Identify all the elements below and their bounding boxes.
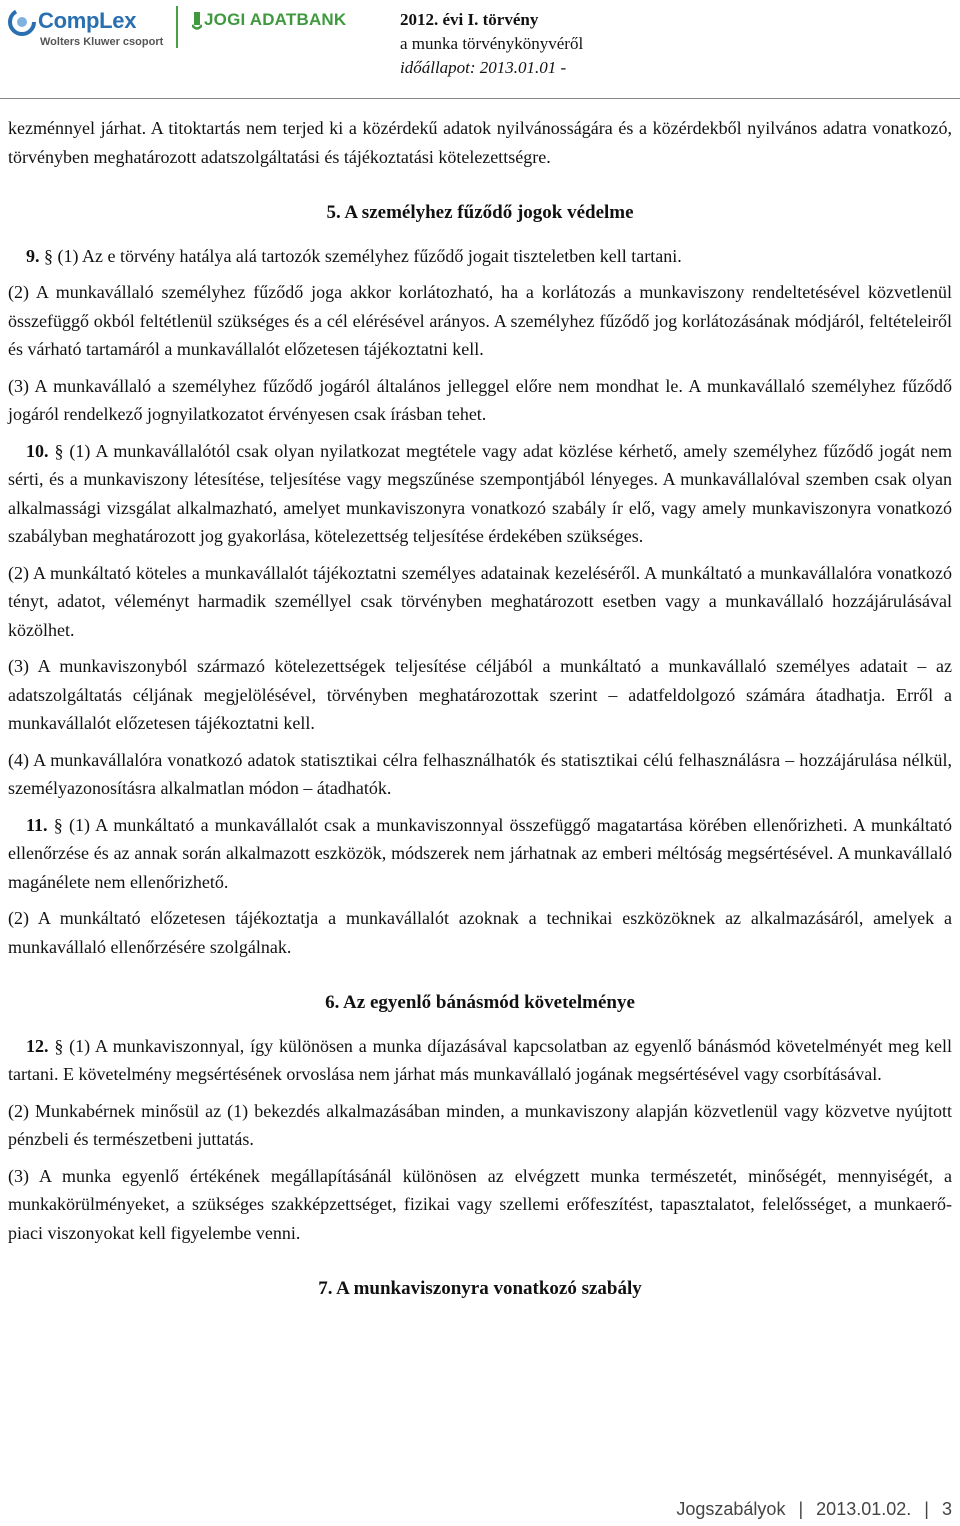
body-paragraph: (3) A munka egyenlő értékének megállapításánál különösen az elvégzett munka természetét, minőségét, mennyiségét, a munkakörülményeket, a szükséges szakképzettséget, fizikai vagy szellemi erőfeszítést, tapasztalatot, felelősséget, a munkaerő-piaci viszonyokat kell figyelembe venni. — [8, 1165, 952, 1243]
section-text: § (1) A munkavállalótól csak olyan nyilatkozat megtétele vagy adat közlése kérhető, amely személyhez fűződő jogát nem sérti, és a munkaviszony létesítése, teljesítése vagy megszűnése szempontjából lényeges. A munkavállalóval szemben csak olyan alkalmassági vizsgálat alkalmazható, amelyet munkaviszonyra vonatkozó szabály ír elő, vagy amely munkaviszonyra vonatkozó szabályban meghatározott jog gyakorlása, kötelezettség teljesítése érdekében szükséges. — [8, 440, 953, 546]
page-header — [0, 0, 960, 100]
section-text: § (1) Az e törvény hatálya alá tartozók személyhez fűződő jogait tiszteletben kell tartani. — [44, 245, 682, 266]
document-state: időállapot: 2013.01.01 - — [400, 58, 567, 77]
complex-swirl-icon — [8, 8, 36, 36]
body-paragraph: kezménnyel járhat. A titoktartás nem terjed ki a közérdekű adatok nyilvánosságára és a közérdekből nyilvános adatra vonatkozó, törvényben meghatározott adatszolgáltatási és tájékoztatási kötelezettségre. — [8, 118, 952, 167]
body-paragraph: (4) A munkavállalóra vonatkozó adatok statisztikai célra felhasználhatók és statisztikai célú felhasználásra – hozzájárulása nélkül, személyazonosításra alkalmatlan módon – átadhatók. — [8, 749, 952, 798]
section-number: 12. — [26, 1035, 49, 1056]
section-paragraph — [8, 242, 952, 271]
complex-brand-name: CompLex — [38, 8, 137, 33]
document-body — [8, 114, 952, 1318]
section-text: § (1) A munkáltató a munkavállalót csak a munkaviszonnyal összefüggő magatartása körében ellenőrizheti. A munkáltató ellenőrzése és az annak során alkalmazott eszközök, módszerek nem járhatnak az emberi méltóság megsértésével. A munkavállaló magánélete nem ellenőrizhető. — [8, 814, 953, 892]
section-paragraph — [8, 1032, 952, 1089]
page-number: 3 — [941, 1499, 952, 1519]
footer-label: Jogszabályok — [676, 1499, 786, 1519]
section-number: 9. — [26, 245, 40, 266]
page-footer — [676, 1499, 952, 1520]
header-divider — [176, 6, 178, 48]
section-heading: 5. A személyhez fűződő jogok védelme — [326, 202, 634, 223]
body-paragraph: (2) A munkáltató köteles a munkavállalót tájékoztatni személyes adatainak kezeléséről. A munkáltató a munkavállalóra vonatkozó tényt, adatot, véleményt harmadik személlyel csak törvényben meghatározott esetben vagy a munkavállaló hozzájárulásával közölhet. — [8, 562, 952, 640]
section-paragraph — [8, 811, 952, 897]
body-paragraph: (2) Munkabérnek minősül az (1) bekezdés alkalmazásában minden, a munkaviszony alapján közvetlenül vagy közvetve nyújtott pénzbeli és természetbeni juttatás. — [8, 1100, 952, 1149]
header-rule — [0, 98, 960, 99]
document-info — [400, 8, 583, 80]
section-number: 10. — [26, 440, 49, 461]
body-paragraph: (2) A munkavállaló személyhez fűződő joga akkor korlátozható, ha a korlátozás a munkaviszony rendeltetésével közvetlenül összefüggő okból feltétlenül szükséges és a cél elérésével arányos. A személyhez fűződő jog korlátozásának módjáról, feltételeiről és várható tartamáról a munkavállalót előzetesen tájékoztatni kell. — [8, 282, 952, 359]
body-paragraph: (3) A munkavállaló a személyhez fűződő jogáról általános jelleggel előre nem mondhat le. A munkavállaló személyhez fűződő jogáról rendelkező jognyilatkozatot érvényesen csak írásban tehet. — [8, 375, 952, 424]
footer-separator: | — [924, 1499, 929, 1519]
section-paragraph — [8, 437, 952, 551]
complex-brand-subtitle: Wolters Kluwer csoport — [40, 36, 164, 48]
document-subtitle: a munka törvénykönyvéről — [400, 34, 584, 53]
jogi-mark-icon — [192, 12, 202, 30]
footer-date: 2013.01.02. — [816, 1499, 912, 1519]
body-paragraph: (2) A munkáltató előzetesen tájékoztatja a munkavállalót azoknak a technikai eszközöknek az alkalmazásáról, amelyek a munkavállaló ellenőrzésére szolgálnak. — [8, 908, 952, 957]
footer-separator: | — [798, 1499, 804, 1519]
body-paragraph: (3) A munkaviszonyból származó kötelezettségek teljesítése céljából a munkáltató a munkavállaló személyes adatait – az adatszolgáltatás céljának megjelölésével, törvényben meghatározottak szerint – adatfeldolgozó számára átadhatja. Erről a munkavállalót előzetesen tájékoztatni kell. — [8, 656, 952, 733]
document-title: 2012. évi I. törvény — [400, 10, 539, 29]
section-text: § (1) A munkaviszonnyal, így különösen a munka díjazásával kapcsolatban az egyenlő bánásmód követelményét meg kell tartani. E követelmény megsértésének orvoslása nem járhat más munkavállaló jogának megsértésével vagy csorbításával. — [8, 1035, 952, 1084]
complex-logo — [8, 6, 168, 50]
section-number: 11. — [26, 814, 48, 835]
jogi-brand-name: JOGI ADATBANK — [204, 10, 347, 29]
section-heading: 6. Az egyenlő bánásmód követelménye — [325, 992, 635, 1013]
section-heading: 7. A munkaviszonyra vonatkozó szabály — [318, 1278, 642, 1299]
